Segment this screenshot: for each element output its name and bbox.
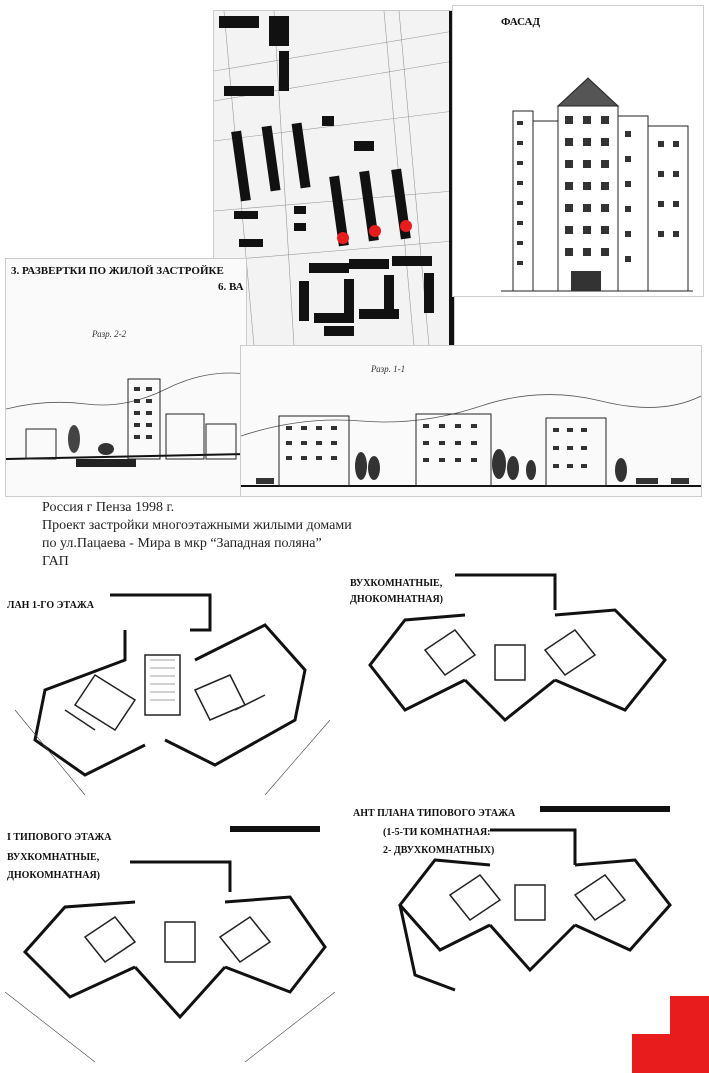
caption-line-2: Проект застройки многоэтажными жилыми домами <box>42 518 352 533</box>
floor-plan-4-title-b: (1-5-ТИ КОМНАТНАЯ: <box>383 827 491 838</box>
section-label-2: Разр. 1-1 <box>371 364 406 374</box>
site-marker-2 <box>369 225 381 237</box>
floor-plan-4-bar <box>540 806 670 812</box>
facade-title: ФАСАД <box>501 16 541 28</box>
floor-plan-1-drawing <box>5 580 340 810</box>
floor-plan-1-title: ЛАН 1-ГО ЭТАЖА <box>7 600 94 611</box>
red-corner-shape <box>632 996 709 1073</box>
floor-plan-2 <box>345 570 700 795</box>
floor-plan-2-title-a: ВУХКОМНАТНЫЕ, <box>350 578 443 589</box>
floor-plan-3-title-a: I ТИПОВОГО ЭТАЖА <box>7 832 112 843</box>
facade-drawing <box>453 6 703 296</box>
floor-plan-4-title-c: 2- ДВУХКОМНАТНЫХ) <box>383 845 495 856</box>
site-marker-1 <box>337 232 349 244</box>
floor-plan-3-title-c: ДНОКОМНАТНАЯ) <box>7 870 100 881</box>
section-label-1: Разр. 2-2 <box>92 329 127 339</box>
floor-plan-1 <box>5 580 340 810</box>
street-elevation-title: 3. РАЗВЕРТКИ ПО ЖИЛОЙ ЗАСТРОЙКЕ <box>11 265 224 277</box>
project-caption <box>42 499 442 571</box>
red-corner-mark <box>632 996 709 1073</box>
floor-plan-3-drawing <box>5 812 340 1067</box>
caption-line-1: Россия г Пенза 1998 г. <box>42 500 175 515</box>
street-elevation-left <box>5 258 247 497</box>
site-plan-sheet <box>213 10 455 347</box>
floor-plan-3-title-b: ВУХКОМНАТНЫЕ, <box>7 852 100 863</box>
floor-plan-2-title-b: ДНОКОМНАТНАЯ) <box>350 594 443 605</box>
site-marker-3 <box>400 220 412 232</box>
street-elevation-left-drawing <box>6 259 246 496</box>
floor-plan-4-title-a: АНТ ПЛАНА ТИПОВОГО ЭТАЖА <box>353 808 516 819</box>
facade-sheet <box>452 5 704 297</box>
floor-plan-3 <box>5 812 340 1067</box>
street-elevation-title-suffix: 6. ВА <box>218 281 244 293</box>
floor-plan-3-bar <box>230 826 320 832</box>
street-elevation-right-drawing <box>241 346 701 496</box>
street-elevation-right <box>240 345 702 497</box>
site-plan-drawing <box>214 11 454 346</box>
caption-line-4: ГАП <box>42 554 69 569</box>
caption-line-3: по ул.Пацаева - Мира в мкр “Западная поляна” <box>42 536 322 551</box>
